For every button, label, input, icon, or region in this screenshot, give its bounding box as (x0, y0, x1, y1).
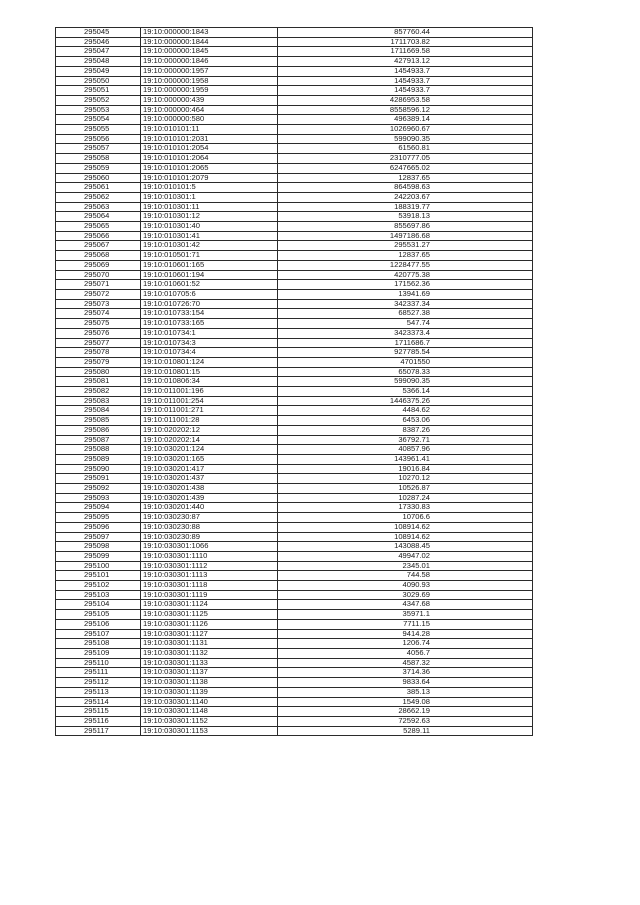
cadastral-number-cell: 19:10:010734:1 (141, 328, 278, 338)
cadastral-number-cell: 19:10:010705:6 (141, 289, 278, 299)
cadastral-value-cell: 420775.38 (278, 270, 533, 280)
row-id-cell: 295052 (56, 95, 141, 105)
table-row (56, 377, 533, 387)
table-row (56, 270, 533, 280)
table-row (56, 678, 533, 688)
table-row (56, 125, 533, 135)
row-id-cell: 295100 (56, 561, 141, 571)
table-row (56, 687, 533, 697)
cadastral-number-cell: 19:10:030201:439 (141, 493, 278, 503)
row-id-cell: 295076 (56, 328, 141, 338)
cadastral-value-cell: 12837.65 (278, 173, 533, 183)
cadastral-value-cell: 5289.11 (278, 726, 533, 736)
cadastral-value-cell: 188319.77 (278, 202, 533, 212)
cadastral-value-cell: 4347.68 (278, 600, 533, 610)
row-id-cell: 295094 (56, 503, 141, 513)
cadastral-number-cell: 19:10:010801:124 (141, 357, 278, 367)
table-row (56, 289, 533, 299)
cadastral-number-cell: 19:10:030301:1138 (141, 678, 278, 688)
table-row (56, 338, 533, 348)
cadastral-number-cell: 19:10:010101:2031 (141, 134, 278, 144)
cadastral-value-cell: 599090.35 (278, 134, 533, 144)
row-id-cell: 295083 (56, 396, 141, 406)
row-id-cell: 295082 (56, 387, 141, 397)
cadastral-number-cell: 19:10:030301:1066 (141, 542, 278, 552)
row-id-cell: 295092 (56, 484, 141, 494)
cadastral-value-cell: 744.58 (278, 571, 533, 581)
row-id-cell: 295068 (56, 251, 141, 261)
table-row (56, 600, 533, 610)
cadastral-number-cell: 19:10:010733:165 (141, 319, 278, 329)
table-row (56, 522, 533, 532)
cadastral-value-cell: 5366.14 (278, 387, 533, 397)
table-row (56, 319, 533, 329)
row-id-cell: 295086 (56, 425, 141, 435)
table-row (56, 629, 533, 639)
row-id-cell: 295066 (56, 231, 141, 241)
table-row (56, 697, 533, 707)
row-id-cell: 295087 (56, 435, 141, 445)
cadastral-number-cell: 19:10:030301:1125 (141, 610, 278, 620)
table-row (56, 154, 533, 164)
cadastral-value-cell: 1711669.58 (278, 47, 533, 57)
table-row (56, 726, 533, 736)
cadastral-number-cell: 19:10:030201:437 (141, 474, 278, 484)
cadastral-value-cell: 1206.74 (278, 639, 533, 649)
table-row (56, 367, 533, 377)
row-id-cell: 295091 (56, 474, 141, 484)
cadastral-number-cell: 19:10:010101:2065 (141, 163, 278, 173)
cadastral-number-cell: 19:10:010733:154 (141, 309, 278, 319)
cadastral-value-cell: 4286953.58 (278, 95, 533, 105)
table-row (56, 163, 533, 173)
row-id-cell: 295103 (56, 590, 141, 600)
cadastral-number-cell: 19:10:030301:1137 (141, 668, 278, 678)
cadastral-number-cell: 19:10:010734:4 (141, 348, 278, 358)
cadastral-value-cell: 1454933.7 (278, 86, 533, 96)
table-body (56, 28, 533, 736)
row-id-cell: 295074 (56, 309, 141, 319)
cadastral-value-cell: 3714.36 (278, 668, 533, 678)
cadastral-number-cell: 19:10:010501:71 (141, 251, 278, 261)
cadastral-value-cell: 599090.35 (278, 377, 533, 387)
table-row (56, 610, 533, 620)
cadastral-number-cell: 19:10:010301:11 (141, 202, 278, 212)
table-row (56, 76, 533, 86)
cadastral-number-cell: 19:10:030301:1126 (141, 619, 278, 629)
row-id-cell: 295072 (56, 289, 141, 299)
cadastral-value-cell: 342337.34 (278, 299, 533, 309)
row-id-cell: 295104 (56, 600, 141, 610)
cadastral-value-cell: 8558596.12 (278, 105, 533, 115)
table-row (56, 260, 533, 270)
cadastral-value-cell: 49947.02 (278, 551, 533, 561)
cadastral-number-cell: 19:10:030301:1112 (141, 561, 278, 571)
row-id-cell: 295078 (56, 348, 141, 358)
cadastral-value-cell: 4701550 (278, 357, 533, 367)
cadastral-value-cell: 40857.96 (278, 445, 533, 455)
cadastral-value-cell: 143961.41 (278, 454, 533, 464)
cadastral-value-cell: 12837.65 (278, 251, 533, 261)
cadastral-value-cell: 65078.33 (278, 367, 533, 377)
row-id-cell: 295090 (56, 464, 141, 474)
row-id-cell: 295062 (56, 192, 141, 202)
table-row (56, 309, 533, 319)
row-id-cell: 295050 (56, 76, 141, 86)
row-id-cell: 295080 (56, 367, 141, 377)
cadastral-value-cell: 35971.1 (278, 610, 533, 620)
cadastral-value-cell: 13941.69 (278, 289, 533, 299)
row-id-cell: 295059 (56, 163, 141, 173)
row-id-cell: 295067 (56, 241, 141, 251)
row-id-cell: 295063 (56, 202, 141, 212)
cadastral-value-cell: 295531.27 (278, 241, 533, 251)
table-row (56, 57, 533, 67)
cadastral-number-cell: 19:10:011001:254 (141, 396, 278, 406)
row-id-cell: 295093 (56, 493, 141, 503)
table-row (56, 387, 533, 397)
cadastral-number-cell: 19:10:010801:15 (141, 367, 278, 377)
row-id-cell: 295057 (56, 144, 141, 154)
table-row (56, 406, 533, 416)
table-row (56, 445, 533, 455)
cadastral-value-cell: 855697.86 (278, 222, 533, 232)
cadastral-value-cell: 4587.32 (278, 658, 533, 668)
row-id-cell: 295054 (56, 115, 141, 125)
row-id-cell: 295110 (56, 658, 141, 668)
cadastral-value-cell: 61560.81 (278, 144, 533, 154)
table-row (56, 47, 533, 57)
row-id-cell: 295060 (56, 173, 141, 183)
cadastral-value-cell: 17330.83 (278, 503, 533, 513)
cadastral-number-cell: 19:10:030301:1127 (141, 629, 278, 639)
cadastral-number-cell: 19:10:010301:42 (141, 241, 278, 251)
cadastral-number-cell: 19:10:010101:5 (141, 183, 278, 193)
row-id-cell: 295077 (56, 338, 141, 348)
row-id-cell: 295106 (56, 619, 141, 629)
row-id-cell: 295112 (56, 678, 141, 688)
row-id-cell: 295070 (56, 270, 141, 280)
cadastral-value-cell: 242203.67 (278, 192, 533, 202)
row-id-cell: 295064 (56, 212, 141, 222)
cadastral-number-cell: 19:10:010301:40 (141, 222, 278, 232)
cadastral-value-cell: 3423373.4 (278, 328, 533, 338)
row-id-cell: 295088 (56, 445, 141, 455)
row-id-cell: 295069 (56, 260, 141, 270)
table-row (56, 513, 533, 523)
table-row (56, 503, 533, 513)
cadastral-number-cell: 19:10:011001:271 (141, 406, 278, 416)
row-id-cell: 295051 (56, 86, 141, 96)
row-id-cell: 295084 (56, 406, 141, 416)
cadastral-value-cell: 10270.12 (278, 474, 533, 484)
row-id-cell: 295071 (56, 280, 141, 290)
row-id-cell: 295061 (56, 183, 141, 193)
cadastral-number-cell: 19:10:030201:417 (141, 464, 278, 474)
cadastral-number-cell: 19:10:030201:438 (141, 484, 278, 494)
cadastral-number-cell: 19:10:030301:1140 (141, 697, 278, 707)
cadastral-number-cell: 19:10:000000:1959 (141, 86, 278, 96)
table-row (56, 251, 533, 261)
cadastral-number-cell: 19:10:010601:194 (141, 270, 278, 280)
cadastral-value-cell: 9833.64 (278, 678, 533, 688)
cadastral-number-cell: 19:10:030301:1124 (141, 600, 278, 610)
table-row (56, 542, 533, 552)
row-id-cell: 295058 (56, 154, 141, 164)
cadastral-value-cell: 1497186.68 (278, 231, 533, 241)
cadastral-number-cell: 19:10:010301:41 (141, 231, 278, 241)
row-id-cell: 295097 (56, 532, 141, 542)
cadastral-value-cell: 28662.19 (278, 707, 533, 717)
table-row (56, 95, 533, 105)
cadastral-value-cell: 8387.26 (278, 425, 533, 435)
cadastral-number-cell: 19:10:000000:1957 (141, 66, 278, 76)
table-row (56, 241, 533, 251)
cadastral-number-cell: 19:10:030301:1153 (141, 726, 278, 736)
row-id-cell: 295101 (56, 571, 141, 581)
cadastral-value-cell: 72592.63 (278, 716, 533, 726)
cadastral-number-cell: 19:10:010726:70 (141, 299, 278, 309)
cadastral-value-cell: 1026960.67 (278, 125, 533, 135)
cadastral-value-cell: 1549.08 (278, 697, 533, 707)
table-row (56, 144, 533, 154)
row-id-cell: 295108 (56, 639, 141, 649)
table-row (56, 474, 533, 484)
cadastral-number-cell: 19:10:010101:2079 (141, 173, 278, 183)
row-id-cell: 295095 (56, 513, 141, 523)
table-row (56, 571, 533, 581)
table-row (56, 716, 533, 726)
table-row (56, 454, 533, 464)
table-row (56, 37, 533, 47)
cadastral-value-cell: 4090.93 (278, 581, 533, 591)
cadastral-number-cell: 19:10:010101:2054 (141, 144, 278, 154)
cadastral-value-cell: 143088.45 (278, 542, 533, 552)
cadastral-value-cell: 6453.06 (278, 416, 533, 426)
table-row (56, 649, 533, 659)
row-id-cell: 295065 (56, 222, 141, 232)
cadastral-number-cell: 19:10:010101:11 (141, 125, 278, 135)
table-row (56, 561, 533, 571)
table-row (56, 425, 533, 435)
cadastral-value-cell: 864598.63 (278, 183, 533, 193)
table-row (56, 435, 533, 445)
cadastral-value-cell: 1454933.7 (278, 76, 533, 86)
table-row (56, 639, 533, 649)
table-row (56, 173, 533, 183)
table-row (56, 222, 533, 232)
cadastral-value-cell: 547.74 (278, 319, 533, 329)
row-id-cell: 295107 (56, 629, 141, 639)
table-row (56, 115, 533, 125)
row-id-cell: 295115 (56, 707, 141, 717)
cadastral-value-cell: 4056.7 (278, 649, 533, 659)
cadastral-value-cell: 108914.62 (278, 522, 533, 532)
cadastral-value-cell: 427913.12 (278, 57, 533, 67)
table-row (56, 231, 533, 241)
cadastral-number-cell: 19:10:030301:1119 (141, 590, 278, 600)
table-row (56, 299, 533, 309)
cadastral-value-cell: 1446375.26 (278, 396, 533, 406)
cadastral-value-cell: 10526.87 (278, 484, 533, 494)
table-row (56, 484, 533, 494)
cadastral-value-cell: 68527.38 (278, 309, 533, 319)
cadastral-number-cell: 19:10:030230:87 (141, 513, 278, 523)
cadastral-number-cell: 19:10:011001:28 (141, 416, 278, 426)
table-row (56, 328, 533, 338)
row-id-cell: 295098 (56, 542, 141, 552)
cadastral-value-cell: 10706.6 (278, 513, 533, 523)
cadastral-number-cell: 19:10:030201:165 (141, 454, 278, 464)
cadastral-number-cell: 19:10:010101:2064 (141, 154, 278, 164)
cadastral-number-cell: 19:10:000000:1844 (141, 37, 278, 47)
cadastral-number-cell: 19:10:000000:580 (141, 115, 278, 125)
table-row (56, 134, 533, 144)
cadastral-value-cell: 385.13 (278, 687, 533, 697)
row-id-cell: 295116 (56, 716, 141, 726)
cadastral-value-cell: 2310777.05 (278, 154, 533, 164)
row-id-cell: 295045 (56, 28, 141, 38)
cadastral-number-cell: 19:10:011001:196 (141, 387, 278, 397)
table-row (56, 105, 533, 115)
cadastral-value-cell: 1711686.7 (278, 338, 533, 348)
table-row (56, 86, 533, 96)
row-id-cell: 295089 (56, 454, 141, 464)
cadastral-number-cell: 19:10:030301:1110 (141, 551, 278, 561)
table-row (56, 357, 533, 367)
cadastral-number-cell: 19:10:000000:1846 (141, 57, 278, 67)
row-id-cell: 295096 (56, 522, 141, 532)
row-id-cell: 295075 (56, 319, 141, 329)
table-row (56, 707, 533, 717)
table-row (56, 658, 533, 668)
cadastral-number-cell: 19:10:030230:88 (141, 522, 278, 532)
row-id-cell: 295056 (56, 134, 141, 144)
row-id-cell: 295111 (56, 668, 141, 678)
table-row (56, 202, 533, 212)
table-row (56, 619, 533, 629)
table-row (56, 348, 533, 358)
row-id-cell: 295113 (56, 687, 141, 697)
row-id-cell: 295079 (56, 357, 141, 367)
cadastral-number-cell: 19:10:030301:1133 (141, 658, 278, 668)
row-id-cell: 295049 (56, 66, 141, 76)
row-id-cell: 295073 (56, 299, 141, 309)
table-row (56, 66, 533, 76)
row-id-cell: 295099 (56, 551, 141, 561)
cadastral-number-cell: 19:10:000000:1843 (141, 28, 278, 38)
table-row (56, 532, 533, 542)
cadastral-number-cell: 19:10:030301:1139 (141, 687, 278, 697)
cadastral-number-cell: 19:10:030301:1118 (141, 581, 278, 591)
table-row (56, 551, 533, 561)
cadastral-number-cell: 19:10:030230:89 (141, 532, 278, 542)
row-id-cell: 295055 (56, 125, 141, 135)
row-id-cell: 295102 (56, 581, 141, 591)
table-row (56, 280, 533, 290)
row-id-cell: 295109 (56, 649, 141, 659)
cadastral-number-cell: 19:10:000000:1845 (141, 47, 278, 57)
cadastral-number-cell: 19:10:010734:3 (141, 338, 278, 348)
cadastral-number-cell: 19:10:010806:34 (141, 377, 278, 387)
cadastral-value-cell: 19016.84 (278, 464, 533, 474)
row-id-cell: 295114 (56, 697, 141, 707)
cadastral-value-cell: 2345.01 (278, 561, 533, 571)
table-row (56, 212, 533, 222)
row-id-cell: 295053 (56, 105, 141, 115)
cadastral-value-cell: 3029.69 (278, 590, 533, 600)
cadastral-value-cell: 6247665.02 (278, 163, 533, 173)
cadastral-value-cell: 496389.14 (278, 115, 533, 125)
cadastral-number-cell: 19:10:010301:1 (141, 192, 278, 202)
row-id-cell: 295048 (56, 57, 141, 67)
cadastral-value-cell: 7711.15 (278, 619, 533, 629)
cadastral-value-cell: 857760.44 (278, 28, 533, 38)
cadastral-number-cell: 19:10:000000:439 (141, 95, 278, 105)
cadastral-number-cell: 19:10:030201:440 (141, 503, 278, 513)
cadastral-value-cell: 9414.28 (278, 629, 533, 639)
cadastral-number-cell: 19:10:010301:12 (141, 212, 278, 222)
table-row (56, 464, 533, 474)
table-row (56, 28, 533, 38)
cadastral-value-table (55, 27, 533, 736)
cadastral-value-cell: 36792.71 (278, 435, 533, 445)
table-row (56, 590, 533, 600)
row-id-cell: 295081 (56, 377, 141, 387)
cadastral-value-cell: 10287.24 (278, 493, 533, 503)
cadastral-number-cell: 19:10:030301:1131 (141, 639, 278, 649)
cadastral-value-cell: 53918.13 (278, 212, 533, 222)
row-id-cell: 295085 (56, 416, 141, 426)
cadastral-value-cell: 1228477.55 (278, 260, 533, 270)
cadastral-number-cell: 19:10:030301:1148 (141, 707, 278, 717)
table-row (56, 581, 533, 591)
cadastral-value-cell: 108914.62 (278, 532, 533, 542)
cadastral-number-cell: 19:10:030301:1152 (141, 716, 278, 726)
row-id-cell: 295047 (56, 47, 141, 57)
cadastral-number-cell: 19:10:000000:1958 (141, 76, 278, 86)
cadastral-number-cell: 19:10:030301:1113 (141, 571, 278, 581)
table-row (56, 416, 533, 426)
cadastral-number-cell: 19:10:030301:1132 (141, 649, 278, 659)
cadastral-value-cell: 1454933.7 (278, 66, 533, 76)
cadastral-number-cell: 19:10:020202:12 (141, 425, 278, 435)
cadastral-value-cell: 171562.36 (278, 280, 533, 290)
cadastral-number-cell: 19:10:010601:52 (141, 280, 278, 290)
table-row (56, 396, 533, 406)
table-row (56, 192, 533, 202)
cadastral-number-cell: 19:10:020202:14 (141, 435, 278, 445)
table-row (56, 183, 533, 193)
cadastral-value-cell: 927785.54 (278, 348, 533, 358)
table-row (56, 668, 533, 678)
cadastral-number-cell: 19:10:010601:165 (141, 260, 278, 270)
cadastral-value-cell: 1711703.82 (278, 37, 533, 47)
cadastral-number-cell: 19:10:030201:124 (141, 445, 278, 455)
cadastral-value-cell: 4484.62 (278, 406, 533, 416)
row-id-cell: 295105 (56, 610, 141, 620)
row-id-cell: 295117 (56, 726, 141, 736)
row-id-cell: 295046 (56, 37, 141, 47)
cadastral-number-cell: 19:10:000000:464 (141, 105, 278, 115)
table-row (56, 493, 533, 503)
